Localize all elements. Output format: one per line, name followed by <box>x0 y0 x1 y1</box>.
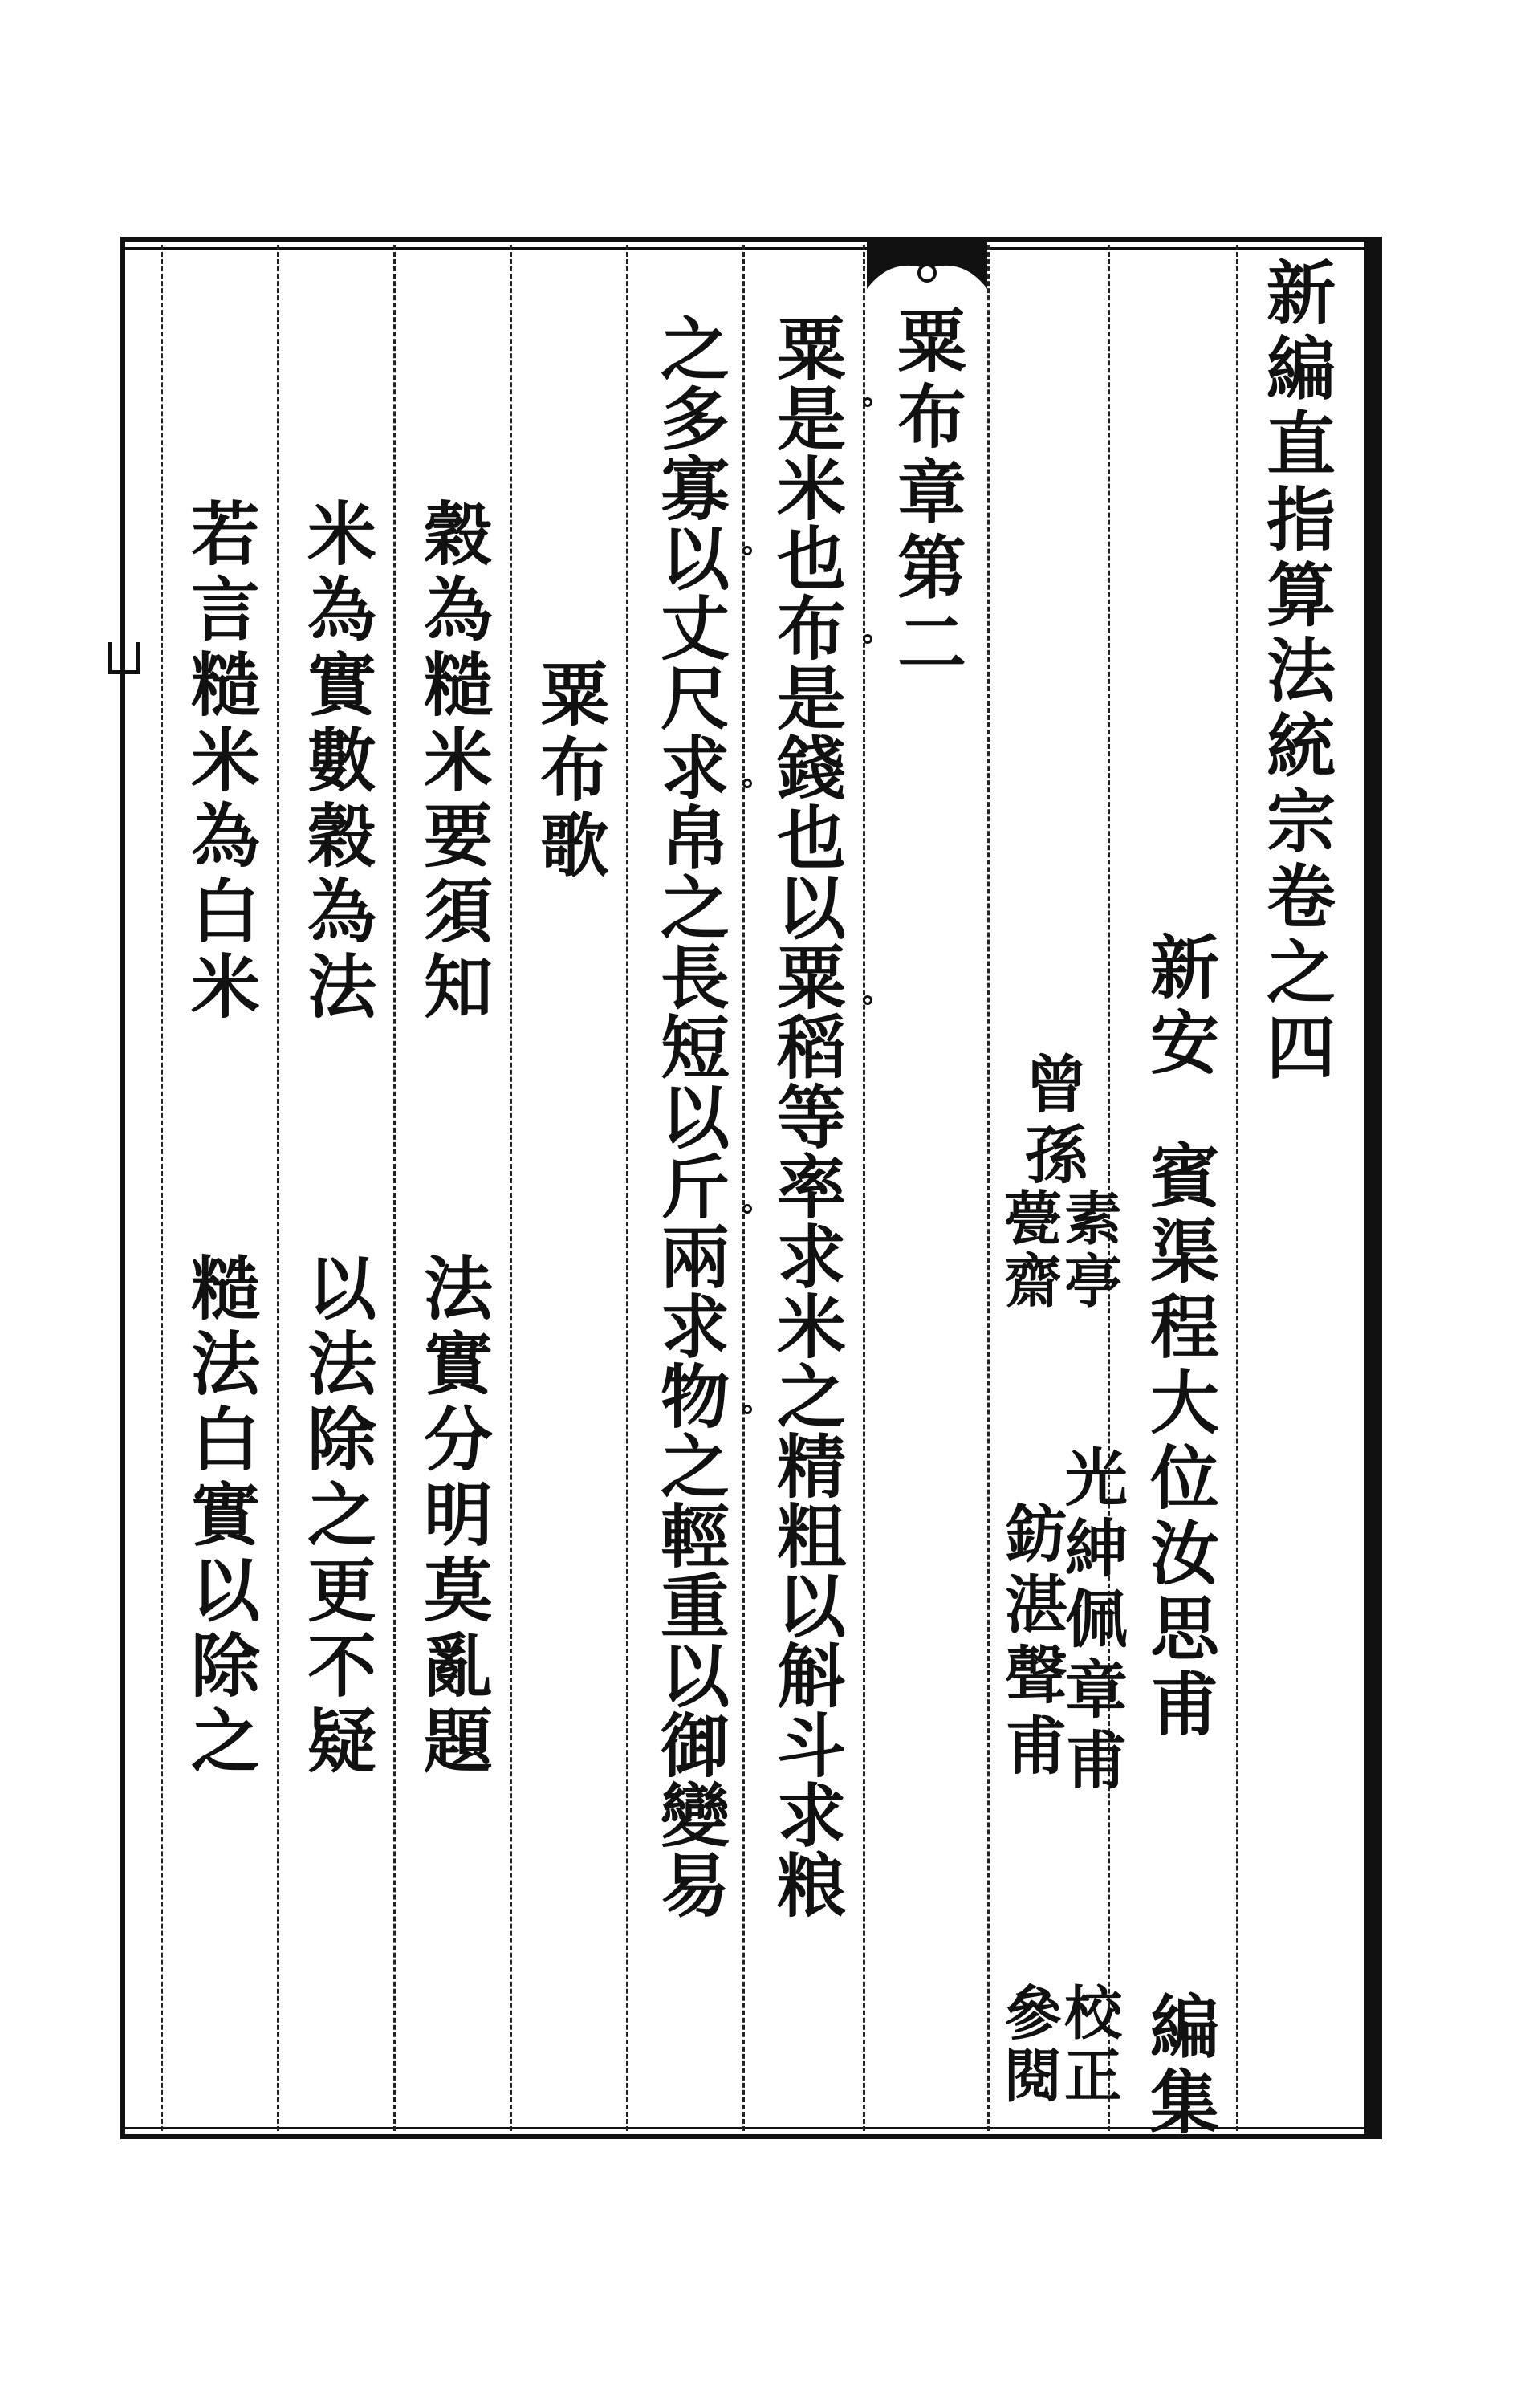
corrector2-role: 參閱 <box>994 1983 1063 2108</box>
compiler-role: 編集 <box>1138 1991 1219 2142</box>
spine-mark <box>108 642 140 674</box>
chapter-heading: 粟布章第二 <box>885 305 966 682</box>
book-title: 新編直指算法統宗卷之四 <box>1255 257 1336 1087</box>
punctuation-dot <box>863 634 872 644</box>
column-rule <box>161 245 163 2131</box>
punctuation-dot <box>863 397 872 407</box>
column-rule <box>626 245 628 2131</box>
song-line-3a: 若言糙米為白米 <box>179 498 260 1026</box>
frame-right-border <box>1364 237 1382 2139</box>
frame-top-rule <box>120 247 1372 250</box>
corrector1-hao: 素亭 <box>1055 1188 1123 1313</box>
chapter-body-line-1: 粟是米也布是錢也以粟稻等率求米之精粗以斛斗求粮 <box>765 313 846 1919</box>
punctuation-dot <box>742 1204 752 1214</box>
song-line-1b: 法實分明莫亂題 <box>412 1252 493 1780</box>
column-rule <box>742 245 745 2131</box>
compiler-name: 賓渠程大位汝思甫 <box>1138 1140 1219 1743</box>
punctuation-dot <box>742 1405 752 1414</box>
corrector2-hao: 甍齋 <box>994 1188 1063 1313</box>
corrector1-name: 光紳佩章甫 <box>1055 1445 1128 1798</box>
column-rule <box>863 245 865 2131</box>
column-rule <box>393 245 396 2131</box>
column-rule <box>987 245 990 2131</box>
corrector1-role: 校正 <box>1055 1983 1123 2108</box>
column-rule <box>1236 245 1238 2131</box>
song-line-1a: 穀為糙米要須知 <box>412 498 493 1026</box>
corrector2-name: 鈁湛聲甫 <box>994 1501 1068 1784</box>
song-line-3b: 糙法白實以除之 <box>179 1252 260 1780</box>
song-line-2a: 米為實數穀為法 <box>295 498 376 1026</box>
spine-margin <box>120 245 161 2131</box>
punctuation-dot <box>742 546 752 555</box>
column-rule <box>277 245 279 2131</box>
column-rule <box>510 245 512 2131</box>
chapter-body-line-2: 之多寡以丈尺求帛之長短以斤兩求物之輕重以御變易 <box>649 313 730 1919</box>
great-grandson-label: 曾孫 <box>1015 1051 1088 1193</box>
fishtail-ornament-icon <box>867 241 987 297</box>
song-line-2b: 以法除之更不疑 <box>295 1252 376 1780</box>
punctuation-dot <box>863 995 872 1005</box>
song-title: 粟布歌 <box>528 658 609 885</box>
punctuation-dot <box>742 779 752 788</box>
author-place: 新安 <box>1138 931 1219 1082</box>
